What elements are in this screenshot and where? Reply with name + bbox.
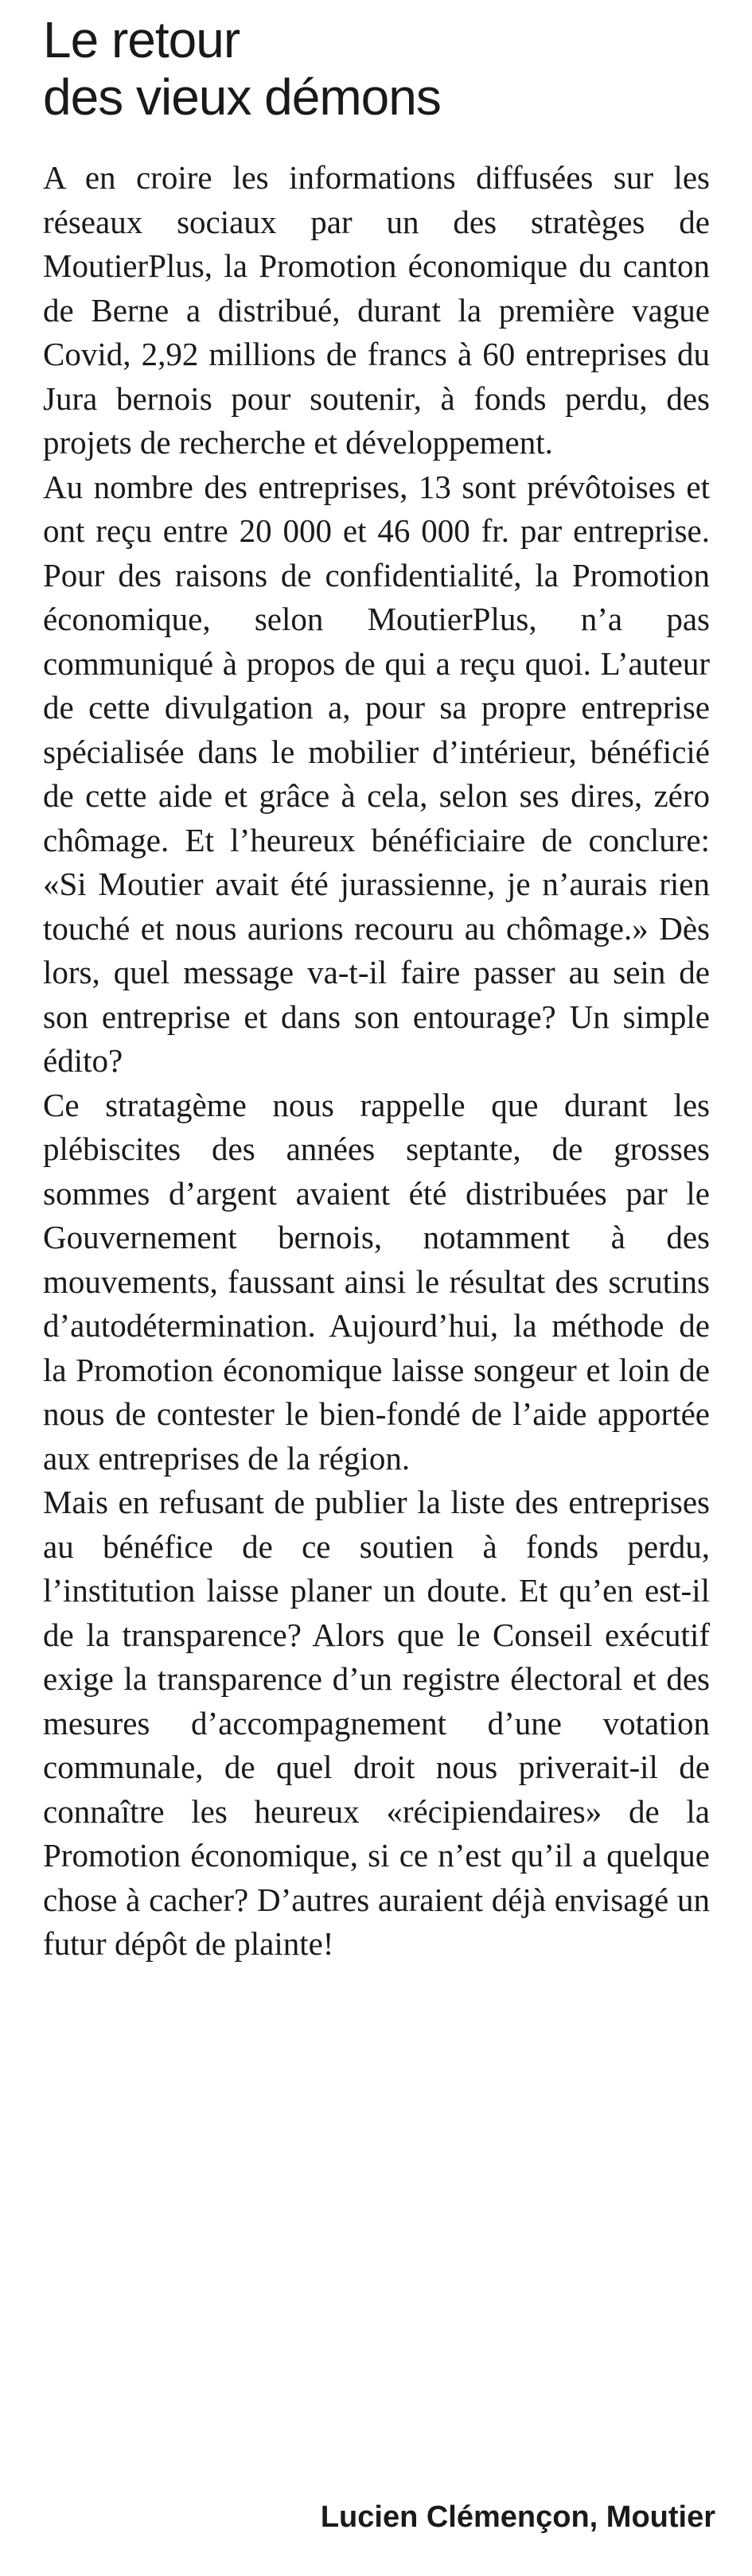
paragraph-3: Ce stratagème nous rappelle que durant les plébiscites des années septante, de grosses sommes d’argent avaient été distribuées par le Gouvernement bernois, notamment à des mouvements, faussant ainsi le résultat des scrutins d’autodétermination. Aujourd’hui, la méthode de la Promotion économique laisse songeur et loin de nous de contester le bien-fondé de l’aide apportée aux entreprises de la région. — [43, 1086, 710, 1477]
paragraph-2: Au nombre des entreprises, 13 sont prévôtoises et ont reçu entre 20 000 et 46 000 fr. par entreprise. Pour des raisons de confidentialité, la Promotion économique, selon MoutierPlus, n’a pas communiqué à propos de qui a reçu quoi. L’auteur de cette divulgation a, pour sa propre entreprise spécialisée dans le mobilier d’intérieur, bénéficié de cette aide et grâce à cela, selon ses dires, zéro chômage. Et l’heureux bénéficiaire de conclure: «Si Moutier avait été jurassienne, je n’aurais rien touché et nous aurions recouru au chômage.» Dès lors, quel message va-t-il faire passer au sein de son entreprise et dans son entourage? Un simple édito? — [43, 468, 710, 1079]
paragraph-1: A en croire les informations diffusées sur les réseaux sociaux par un des stratèges de MoutierPlus, la Promotion économique du canton de Berne a distribué, durant la première vague Covid, 2,92 millions de francs à 60 entreprises du Jura bernois pour soutenir, à fonds perdu, des projets de recherche et développement. — [43, 159, 710, 461]
article-title-line-2: des vieux démons — [43, 68, 441, 126]
paragraph-4: Mais en refusant de publier la liste des entreprises au bénéfice de ce soutien à fonds perdu, l’institution laisse planer un doute. Et qu’en est-il de la transparence? Alors que le Conseil exécutif exige la transparence d’un registre électoral et des mesures d’accompagnement d’une votation communale, de quel droit nous priverait-il de connaître les heureux «récipiendaires» de la Promotion économique, si ce n’est qu’il a quelque chose à cacher? D’autres auraient déjà envisagé un futur dépôt de plainte! — [43, 1484, 710, 1962]
article-title-line-1: Le retour — [43, 11, 240, 68]
article-title — [43, 11, 710, 126]
author-signature: Lucien Clémençon, Moutier — [320, 2500, 715, 2534]
article — [43, 11, 710, 1967]
article-body — [43, 156, 710, 1967]
